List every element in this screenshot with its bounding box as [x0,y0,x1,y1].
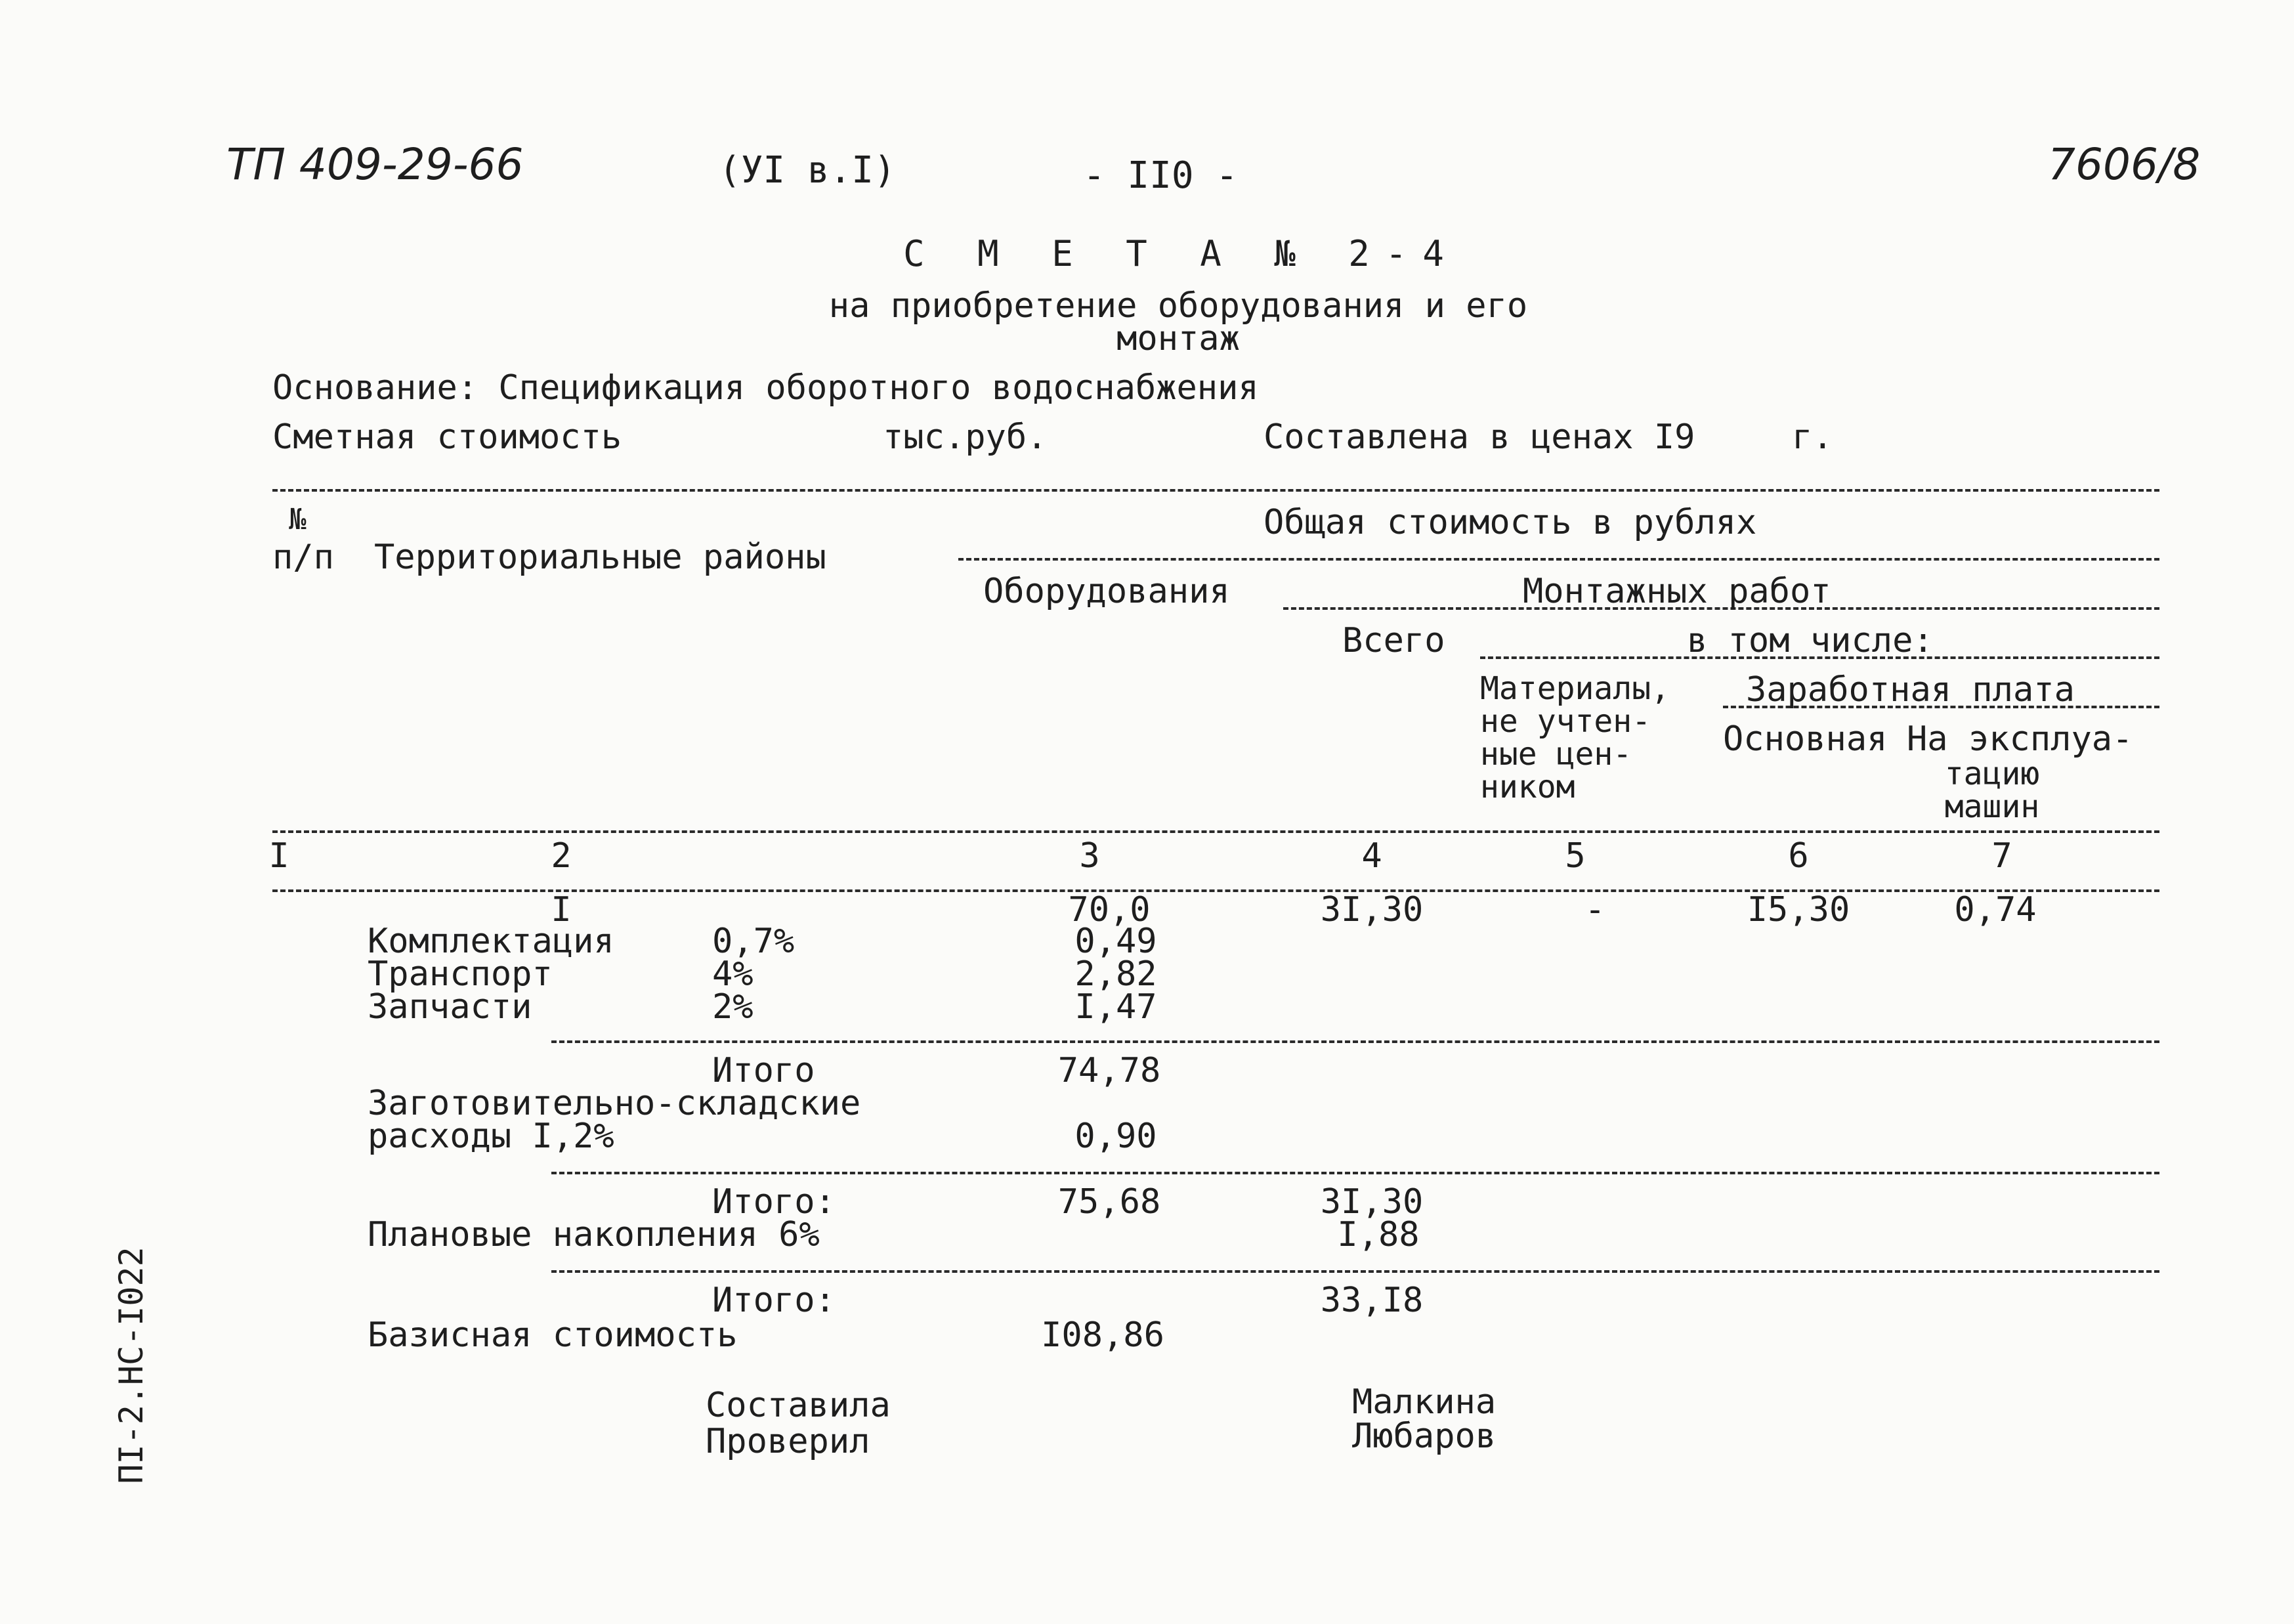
row1-equipment: 70,0 [1068,890,1151,930]
signature-name-compiled: Малкина [1352,1382,1497,1422]
estimate-title: С М Е Т А № 2-4 [903,233,1460,274]
subtotal-2-label: Итого: [712,1182,836,1222]
surcharge-name: Транспорт [368,954,553,994]
base-cost-value: I08,86 [1041,1315,1164,1355]
warehouse-label-1: Заготовительно-складские [368,1084,861,1123]
wages-basic-header: Основная [1723,719,1888,759]
row1-district: I [551,890,572,930]
year-suffix: г. [1792,417,1833,457]
rule-header-bottom [272,830,2159,833]
wages-machines-header-2: тацию [1944,756,2040,792]
doc-code: ТП 409-29-66 [226,139,524,190]
subtotal-1-equipment: 74,78 [1057,1051,1161,1090]
wages-machines-header-1: На эксплуа- [1907,719,2133,759]
signature-role-compiled: Составила [706,1386,891,1425]
materials-header-2: не учтен- [1480,703,1651,740]
subtotal-2-equipment: 75,68 [1057,1182,1161,1222]
total-cost-header: Общая стоимость в рублях [1264,503,1757,542]
materials-header-4: ником [1480,769,1575,805]
estimate-subtitle-2: монтаж [1116,319,1240,358]
row1-total: 3I,30 [1320,890,1424,930]
equipment-header: Оборудования [983,572,1230,611]
rule-subtotal-2 [551,1172,2159,1174]
sheet-code: 7606/8 [2048,139,2201,190]
subtotal-3-total: 33,I8 [1320,1281,1424,1320]
districts-header: Территориальные районы [374,538,826,577]
row1-wages-basic: I5,30 [1747,890,1850,930]
including-header: в том числе: [1687,621,1934,660]
materials-header-3: ные цен- [1480,736,1632,773]
surcharge-value: 2,82 [1074,954,1157,994]
volume-label: (УI в.I) [719,149,896,192]
estimate-subtitle-1: на приобретение оборудования и его [828,286,1528,326]
subtotal-2-total: 3I,30 [1320,1182,1424,1222]
side-stamp: ПI-2.НС-I022 [112,1247,150,1484]
base-cost-label: Базисная стоимость [368,1315,738,1355]
subtotal-1-label: Итого [712,1051,815,1090]
warehouse-label-2: расходы I,2% [368,1117,614,1156]
wages-header: Заработная плата [1746,670,2075,710]
basis-line: Основание: Спецификация оборотного водоснабжения [272,368,1259,408]
page-number: - II0 - [1083,154,1239,197]
surcharge-percent: 0,7% [712,922,795,961]
surcharge-name: Запчасти [368,987,532,1027]
rule-total-cost [958,558,2159,561]
column-number-4: 4 [1361,836,1382,876]
column-number-1: I [268,836,289,876]
cost-unit: тыс.руб. [883,417,1048,457]
column-number-2: 2 [551,836,572,876]
row1-wages-machines: 0,74 [1954,890,2037,930]
rule-subtotal-3 [551,1270,2159,1273]
planned-label: Плановые накопления 6% [368,1215,820,1254]
materials-header-1: Материалы, [1480,670,1670,707]
surcharge-name: Комплектация [368,922,614,961]
rule-top [272,489,2159,492]
surcharge-percent: 4% [712,954,754,994]
prices-year-label: Составлена в ценах I9 [1264,417,1695,457]
column-number-3: 3 [1079,836,1100,876]
column-number-5: 5 [1565,836,1586,876]
warehouse-value: 0,90 [1074,1117,1157,1156]
column-number-7: 7 [1991,836,2012,876]
row1-materials: - [1584,890,1605,930]
column-number-6: 6 [1788,836,1809,876]
surcharge-value: 0,49 [1074,922,1157,961]
rule-subtotal-1 [551,1040,2159,1043]
wages-machines-header-3: машин [1944,788,2040,825]
estimated-cost-label: Сметная стоимость [272,417,622,457]
no-symbol: № [289,503,307,536]
total-header: Всего [1342,621,1445,660]
planned-total: I,88 [1337,1215,1420,1254]
subtotal-3-label: Итого: [712,1281,836,1320]
surcharge-percent: 2% [712,987,754,1027]
no-label: п/п [272,538,334,577]
signature-role-checked: Проверил [706,1422,870,1461]
installation-header: Монтажных работ [1523,572,1831,611]
signature-name-checked: Любаров [1352,1417,1497,1456]
surcharge-value: I,47 [1074,987,1157,1027]
